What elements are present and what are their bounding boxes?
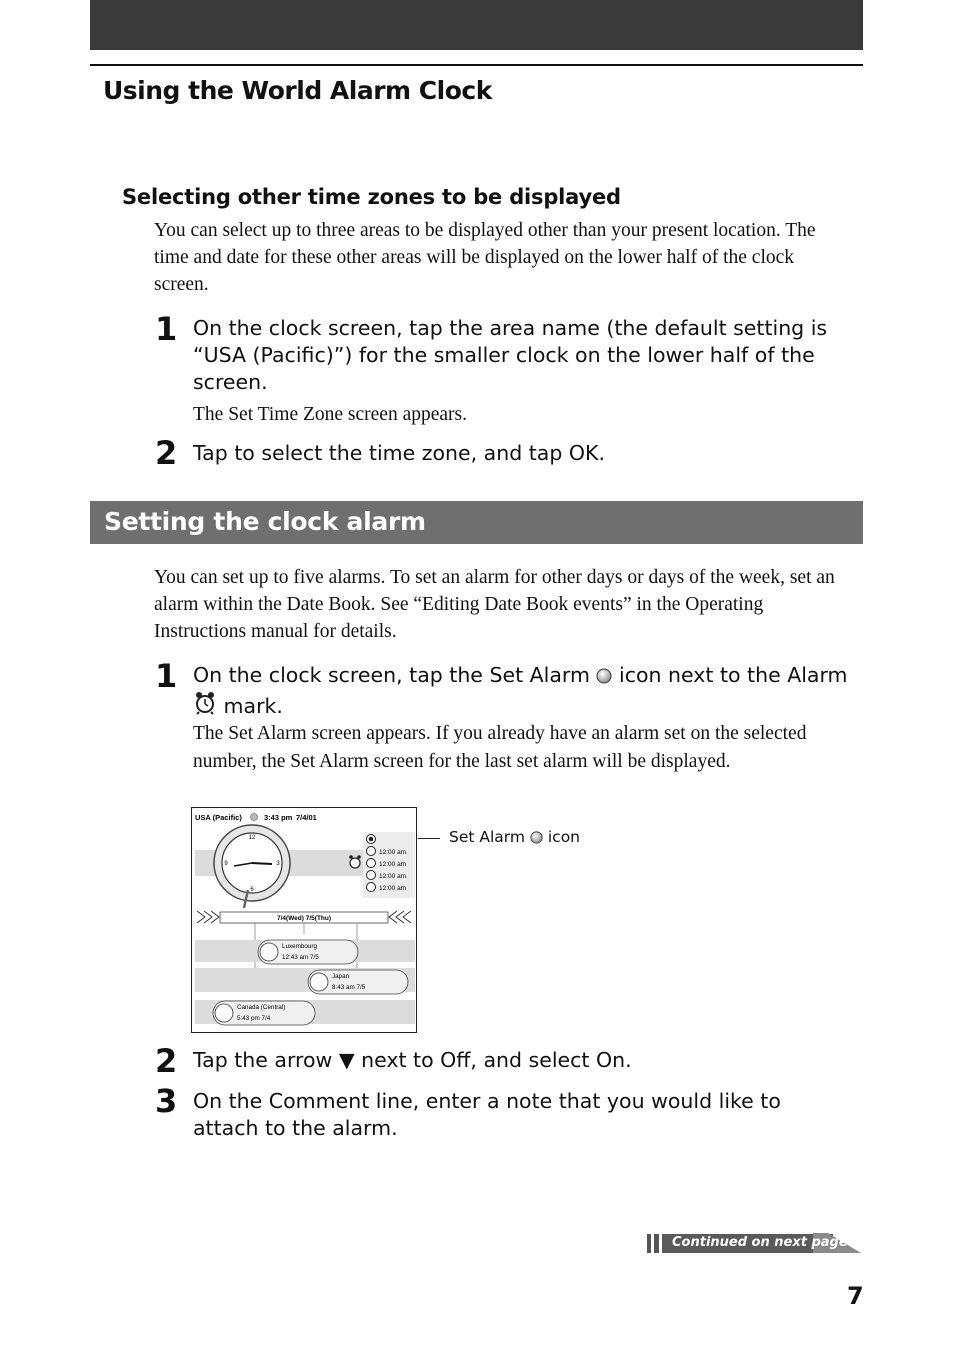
set-alarm-icon[interactable] — [367, 859, 376, 868]
down-arrow-icon: ▼ — [338, 1048, 355, 1072]
step-text: On the Comment line, enter a note that you would like to attach to the alarm. — [193, 1089, 781, 1140]
city-name: Canada (Central) — [237, 1004, 286, 1011]
city-time: 8:43 am 7/5 — [332, 984, 366, 991]
city-name: Japan — [332, 973, 350, 980]
step-text — [193, 662, 853, 722]
alarm-time: 12:00 am — [379, 885, 407, 892]
callout-label-part: Set Alarm — [449, 828, 525, 846]
step-number: 2 — [155, 434, 178, 472]
set-alarm-icon[interactable] — [367, 847, 376, 856]
section-title: Using the World Alarm Clock — [103, 76, 492, 105]
step-text-part: mark. — [223, 694, 283, 718]
alarm-time: 12:00 am — [379, 873, 407, 880]
clock-numeral: 6 — [250, 887, 254, 893]
scroll-left-arrows[interactable] — [197, 911, 219, 923]
home-date: 7/4/01 — [296, 813, 317, 822]
step-note: The Set Alarm screen appears. If you already have an alarm set on the selected number, the Set Alarm screen for the last set alarm will be displayed. — [193, 723, 807, 772]
set-alarm-icon[interactable] — [367, 871, 376, 880]
step-number: 1 — [155, 310, 178, 348]
alarm-time: 12:00 am — [379, 861, 407, 868]
callout-line — [418, 838, 440, 839]
city-time: 5:43 pm 7/4 — [237, 1015, 271, 1022]
device-screen-svg — [192, 808, 416, 1032]
set-alarm-selected-dot — [369, 837, 374, 842]
step-text-part: next to Off, and select On. — [361, 1048, 632, 1072]
device-screenshot — [191, 807, 417, 1033]
step-text: Tap to select the time zone, and tap OK. — [193, 441, 605, 465]
clock-numeral: 12 — [248, 835, 256, 841]
clock-numeral: 9 — [224, 861, 228, 867]
alarm-clock-icon — [193, 691, 217, 722]
header-rule — [90, 64, 863, 66]
home-time: 3:43 pm — [264, 813, 293, 822]
clock-alarm-intro: You can set up to five alarms. To set an alarm for other days or days of the week, set an alarm within the Date Book. See “Editing Date Book events” in the Operating Instructions manual for details. — [154, 567, 835, 642]
callout-label-part: icon — [547, 828, 581, 846]
scroll-right-arrows[interactable] — [389, 911, 411, 923]
time-zones-intro: You can select up to three areas to be displayed other than your present location. The time and date for these other areas will be displayed on the lower half of the clock screen. — [154, 220, 816, 295]
alarm-time: 12:00 am — [379, 849, 407, 856]
hour-hand — [252, 863, 272, 864]
continued-label: Continued on next page — [672, 1235, 848, 1250]
step-number: 3 — [155, 1082, 178, 1120]
city-name: Luxembourg — [282, 943, 318, 950]
step-number: 1 — [155, 657, 178, 695]
step-text — [193, 1047, 632, 1074]
sun-icon — [251, 814, 258, 821]
set-alarm-icon[interactable] — [367, 883, 376, 892]
mini-clock-icon — [260, 943, 278, 961]
clock-numeral: 3 — [276, 861, 280, 867]
header-bar — [90, 0, 863, 50]
city-time: 12:43 am 7/5 — [282, 954, 319, 961]
callout-label — [449, 828, 580, 848]
date-bar-text: 7/4(Wed) 7/5(Thu) — [276, 915, 332, 922]
step-text-part: Tap the arrow — [193, 1048, 333, 1072]
step-note: The Set Time Zone screen appears. — [193, 404, 468, 425]
home-city: USA (Pacific) — [195, 813, 242, 822]
section-heading: Setting the clock alarm — [104, 507, 426, 536]
mini-clock-icon — [310, 973, 328, 991]
mini-clock-icon — [215, 1004, 233, 1022]
page-number: 7 — [847, 1282, 864, 1310]
step-number: 2 — [155, 1042, 178, 1080]
step-text-part: On the clock screen, tap the Set Alarm — [193, 663, 590, 687]
set-alarm-icon — [530, 830, 543, 848]
set-alarm-icon — [596, 664, 612, 691]
subsection-heading: Selecting other time zones to be displayed — [122, 185, 621, 209]
step-text: On the clock screen, tap the area name (the default setting is “USA (Pacific)”) for the smaller clock on the lower half of the screen. — [193, 316, 828, 394]
step-text-part: icon next to the Alarm — [619, 663, 848, 687]
